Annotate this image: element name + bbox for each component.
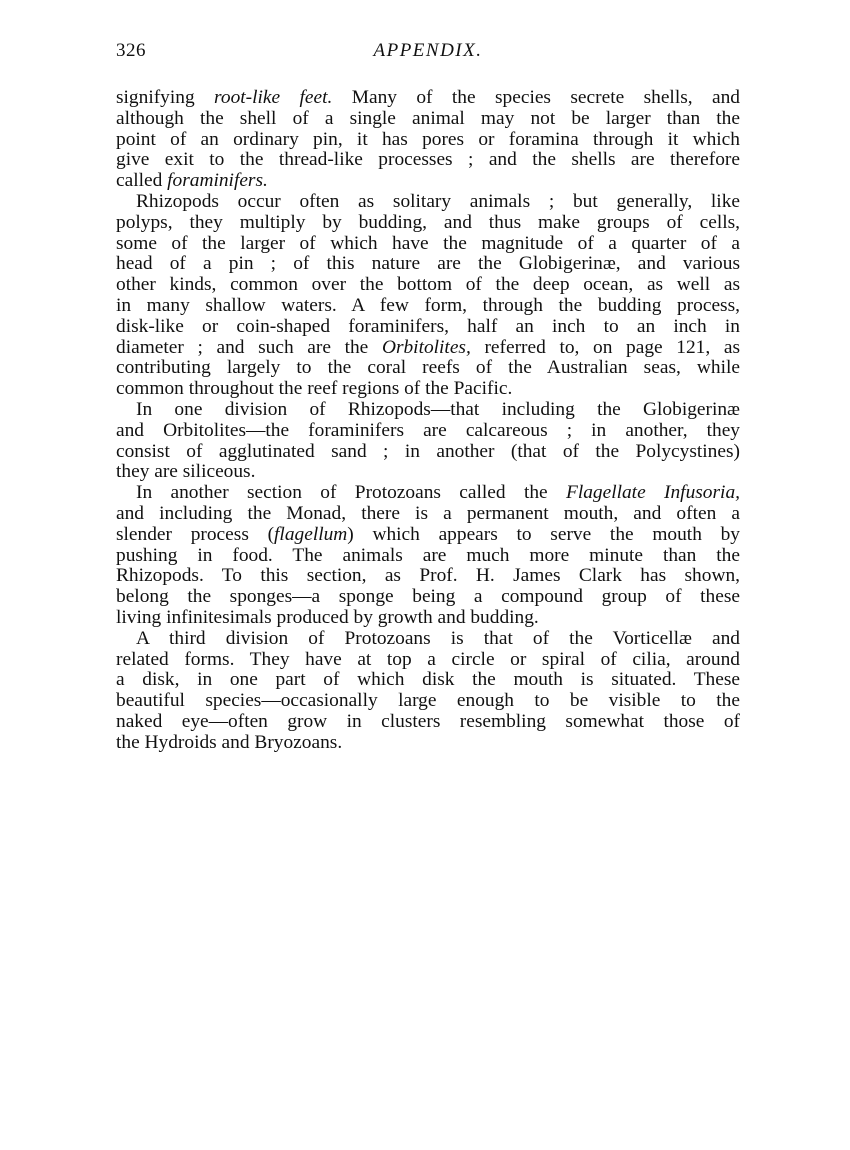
text-line <box>116 296 740 317</box>
text-run: polyps, they multiply by budding, and thus make groups of cells, <box>116 211 740 233</box>
text-run: pushing in food. The animals are much more minute than the <box>116 544 740 566</box>
text-line <box>116 629 740 650</box>
text-run: contributing largely to the coral reefs of the Australian seas, while <box>116 357 740 379</box>
text-line <box>116 712 740 733</box>
text-run: other kinds, common over the bottom of the deep ocean, as well as <box>116 274 740 296</box>
text-run: in many shallow waters. A few form, through the budding process, <box>116 294 740 316</box>
text-line <box>116 400 740 421</box>
text-run: common throughout the reef regions of the Pacific. <box>116 378 513 400</box>
text-line <box>116 150 740 171</box>
text-line <box>116 504 740 525</box>
running-head: APPENDIX. <box>373 40 483 61</box>
text-run: beautiful species—occasionally large enough to be visible to the <box>116 690 740 712</box>
text-line <box>116 317 740 338</box>
text-line <box>116 213 740 234</box>
page-header <box>116 40 740 66</box>
text-line <box>116 670 740 691</box>
italic-text: root-like feet. <box>214 87 333 108</box>
text-run: slender process ( <box>116 523 275 545</box>
text-line <box>116 525 740 546</box>
text-run: and Orbitolites—the foraminifers are calcareous ; in another, they <box>116 419 740 441</box>
text-line <box>116 88 740 109</box>
text-line <box>116 171 740 192</box>
text-run: consist of agglutinated sand ; in another (that of the Polycystines) <box>116 440 740 462</box>
text-line <box>116 650 740 671</box>
text-line <box>116 234 740 255</box>
text-run: ) which appears to serve the mouth by <box>347 523 740 545</box>
text-line <box>116 109 740 130</box>
text-line <box>116 587 740 608</box>
text-line <box>116 483 740 504</box>
text-run: diameter ; and such are the <box>116 336 382 358</box>
text-run: head of a pin ; of this nature are the Globigerinæ, and various <box>116 253 740 275</box>
text-line <box>116 546 740 567</box>
text-line <box>116 421 740 442</box>
text-run: some of the larger of which have the magnitude of a quarter of a <box>116 232 740 254</box>
text-run: living infinitesimals produced by growth and budding. <box>116 606 539 628</box>
text-run: give exit to the thread-like processes ; and the shells are therefore <box>116 149 740 171</box>
text-run: the Hydroids and Bryozoans. <box>116 731 343 753</box>
text-run: Rhizopods occur often as solitary animals ; but generally, like <box>136 190 740 212</box>
text-run: In one division of Rhizopods—that including the Globigerinæ <box>136 398 740 420</box>
text-run: naked eye—often grow in clusters resembling somewhat those of <box>116 710 740 732</box>
page-number: 326 <box>116 40 146 61</box>
text-line <box>116 442 740 463</box>
text-line <box>116 462 740 483</box>
text-line <box>116 254 740 275</box>
text-run: A third division of Protozoans is that of the Vorticellæ and <box>136 627 740 649</box>
text-line <box>116 379 740 400</box>
text-line <box>116 608 740 629</box>
italic-text: foraminifers. <box>167 170 268 192</box>
italic-text: Orbitolites, <box>381 336 471 358</box>
text-line <box>116 358 740 379</box>
text-run: referred to, on page 121, as <box>470 336 740 358</box>
text-run: related forms. They have at top a circle or spiral of cilia, around <box>116 648 740 670</box>
text-line <box>116 566 740 587</box>
text-run: although the shell of a single animal may not be larger than the <box>116 107 740 129</box>
text-line <box>116 275 740 296</box>
text-line <box>116 130 740 151</box>
text-line <box>116 733 740 754</box>
body-text <box>116 88 740 754</box>
italic-text: Flagellate Infusoria, <box>565 482 740 504</box>
text-run: belong the sponges—a sponge being a compound group of these <box>116 586 740 608</box>
text-run: Many of the species secrete shells, and <box>332 87 740 108</box>
text-run: a disk, in one part of which disk the mouth is situated. These <box>116 669 740 691</box>
text-run: they are siliceous. <box>116 461 256 483</box>
text-run: disk-like or coin-shaped foraminifers, half an inch to an inch in <box>116 315 740 337</box>
text-run: signifying <box>116 87 215 108</box>
text-run: and including the Monad, there is a permanent mouth, and often a <box>116 502 740 524</box>
text-line <box>116 192 740 213</box>
text-run: Rhizopods. To this section, as Prof. H. James Clark has shown, <box>116 565 740 587</box>
italic-text: flagellum <box>274 523 348 545</box>
text-line <box>116 691 740 712</box>
text-run: called <box>116 170 168 192</box>
text-run: In another section of Protozoans called the <box>136 482 566 504</box>
text-line <box>116 338 740 359</box>
text-run: point of an ordinary pin, it has pores or foramina through it which <box>116 128 740 150</box>
